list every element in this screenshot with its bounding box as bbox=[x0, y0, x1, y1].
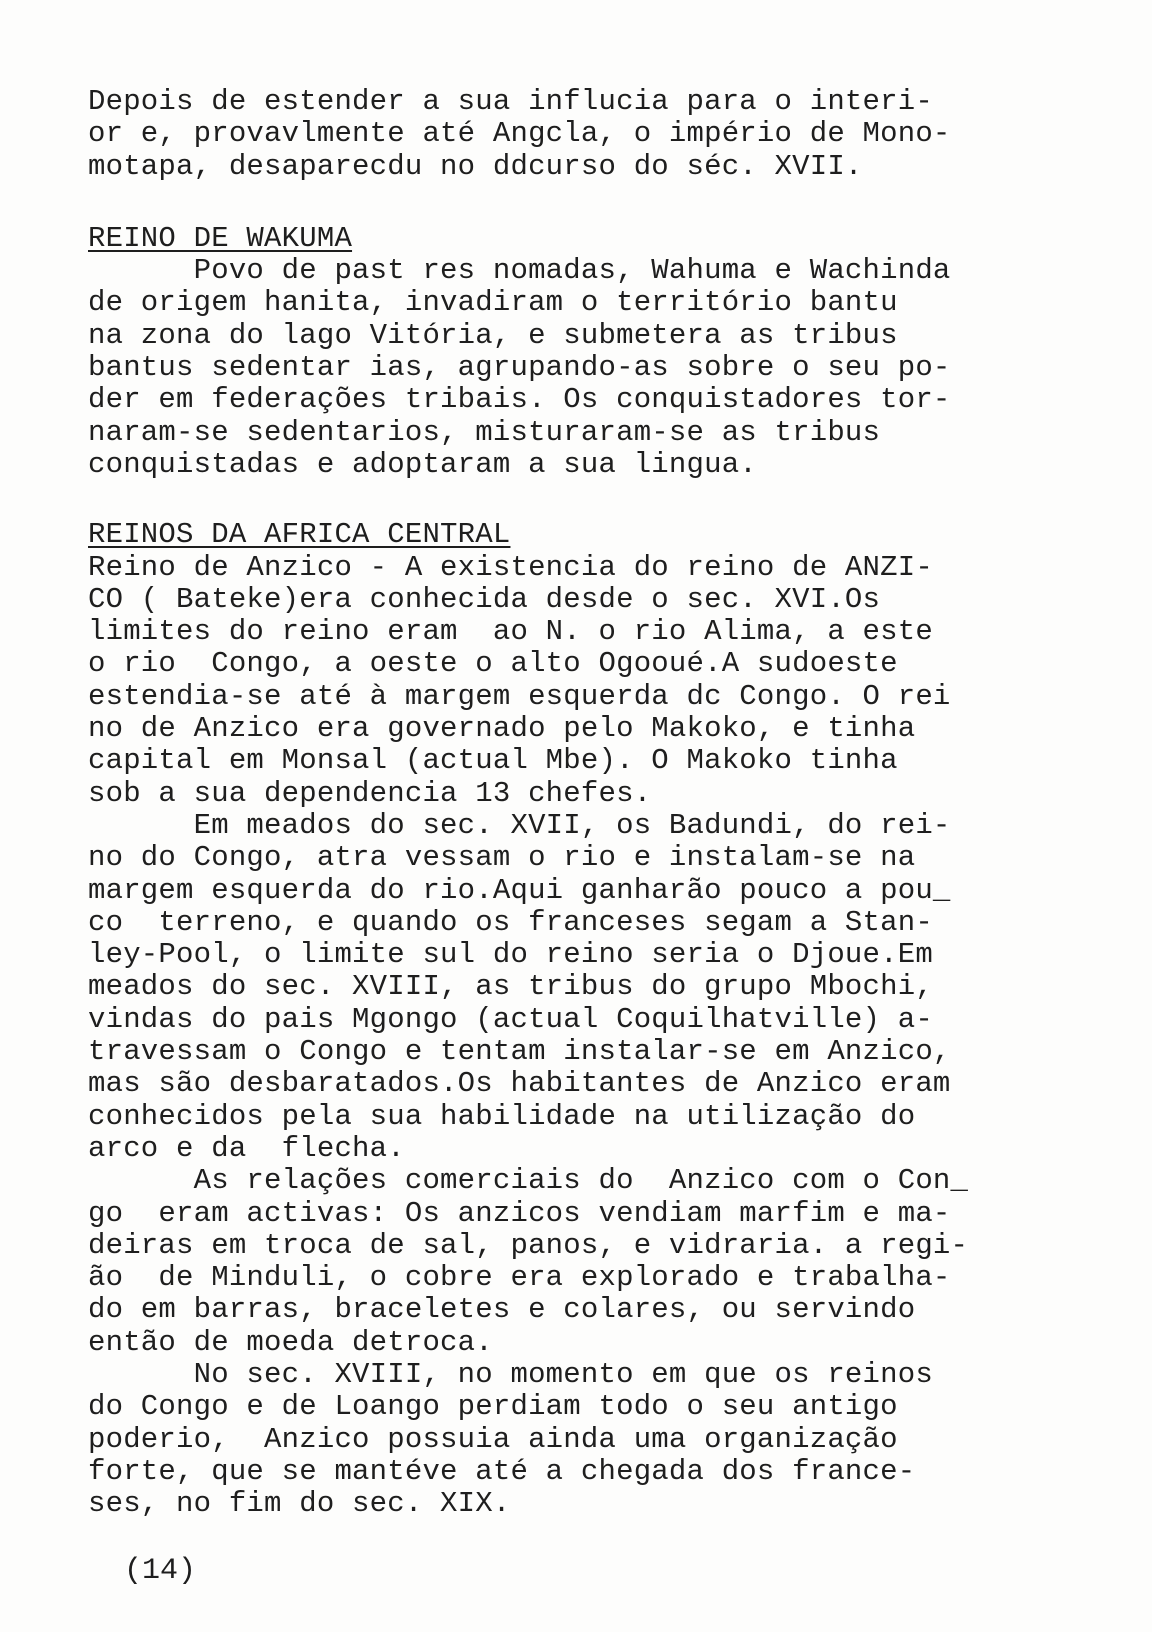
text-line: poderio, Anzico possuia ainda uma organização bbox=[88, 1422, 898, 1456]
text-line: forte, que se mantéve até a chegada dos france- bbox=[88, 1454, 916, 1488]
paragraph-commerce bbox=[88, 1165, 1088, 1359]
intro-paragraph bbox=[88, 86, 1088, 183]
text-line: margem esquerda do rio.Aqui ganharão pouco a pou_ bbox=[88, 873, 951, 907]
text-line: na zona do lago Vitória, e submetera as tribus bbox=[88, 318, 898, 352]
paragraph-anzico bbox=[88, 552, 1088, 810]
text-line: arco e da flecha. bbox=[88, 1131, 405, 1165]
text-line: motapa, desaparecdu no ddcurso do séc. XVII. bbox=[88, 149, 863, 183]
text-line: então de moeda detroca. bbox=[88, 1325, 493, 1359]
text-line: sob a sua dependencia 13 chefes. bbox=[88, 776, 652, 810]
text-line: ão de Minduli, o cobre era explorado e trabalha- bbox=[88, 1261, 951, 1295]
text-line: conquistadas e adoptaram a sua lingua. bbox=[88, 447, 757, 481]
text-line: estendia-se até à margem esquerda dc Congo. O rei bbox=[88, 679, 951, 713]
text-line: de origem hanita, invadiram o território bantu bbox=[88, 286, 898, 320]
section-wakuma bbox=[88, 223, 1088, 481]
text-line: deiras em troca de sal, panos, e vidraria. a regi- bbox=[88, 1228, 969, 1262]
text-line: CO ( Bateke)era conhecida desde o sec. XVI.Os bbox=[88, 582, 881, 616]
text-line: meados do sec. XVIII, as tribus do grupo Mbochi, bbox=[88, 970, 933, 1004]
text-line: Depois de estender a sua influcia para o interi- bbox=[88, 85, 933, 118]
text-line: ses, no fim do sec. XIX. bbox=[88, 1487, 511, 1521]
text-line: go eram activas: Os anzicos vendiam marfim e ma- bbox=[88, 1196, 951, 1230]
text-line: capital em Monsal (actual Mbe). O Makoko tinha bbox=[88, 744, 898, 778]
text-line: travessam o Congo e tentam instalar-se em Anzico, bbox=[88, 1035, 951, 1069]
text-line: o rio Congo, a oeste o alto Ogooué.A sudoeste bbox=[88, 647, 898, 681]
text-line: no do Congo, atra vessam o rio e instalam-se na bbox=[88, 841, 916, 875]
text-line: Em meados do sec. XVII, os Badundi, do rei- bbox=[88, 808, 951, 842]
text-line: do em barras, braceletes e colares, ou servindo bbox=[88, 1293, 916, 1327]
text-line: Reino de Anzico - A existencia do reino de ANZI- bbox=[88, 550, 933, 584]
paragraph-eighteenth-century bbox=[88, 1359, 1088, 1520]
text-line: no de Anzico era governado pelo Makoko, e tinha bbox=[88, 712, 916, 746]
text-line: ley-Pool, o limite sul do reino seria o Djoue.Em bbox=[88, 938, 933, 972]
text-line: Povo de past res nomadas, Wahuma e Wachinda bbox=[88, 254, 951, 288]
text-line: mas são desbaratados.Os habitantes de Anzico eram bbox=[88, 1067, 951, 1101]
text-line: conhecidos pela sua habilidade na utilização do bbox=[88, 1099, 916, 1133]
section-heading-wakuma: REINO DE WAKUMA bbox=[88, 221, 353, 255]
text-line: limites do reino eram ao N. o rio Alima, a este bbox=[88, 615, 933, 649]
text-line: co terreno, e quando os franceses segam a Stan- bbox=[88, 905, 933, 939]
text-line: No sec. XVIII, no momento em que os reinos bbox=[88, 1357, 933, 1391]
section-central-africa bbox=[88, 519, 1088, 1520]
text-line: do Congo e de Loango perdiam todo o seu antigo bbox=[88, 1390, 898, 1424]
section-gap bbox=[88, 183, 1088, 223]
text-line: vindas do pais Mgongo (actual Coquilhatville) a- bbox=[88, 1002, 933, 1036]
page-text bbox=[88, 86, 1088, 1520]
section-gap bbox=[88, 481, 1088, 519]
text-line: or e, provavlmente até Angcla, o império de Mono- bbox=[88, 117, 951, 151]
text-line: der em federações tribais. Os conquistadores tor- bbox=[88, 383, 951, 417]
page-number: (14) bbox=[124, 1554, 197, 1588]
paragraph-badundi bbox=[88, 810, 1088, 1165]
text-line: As relações comerciais do Anzico com o Con_ bbox=[88, 1164, 969, 1198]
text-line: naram-se sedentarios, misturaram-se as tribus bbox=[88, 415, 881, 449]
text-line: bantus sedentar ias, agrupando-as sobre o seu po- bbox=[88, 351, 951, 385]
section-heading-central-africa: REINOS DA AFRICA CENTRAL bbox=[88, 518, 511, 552]
